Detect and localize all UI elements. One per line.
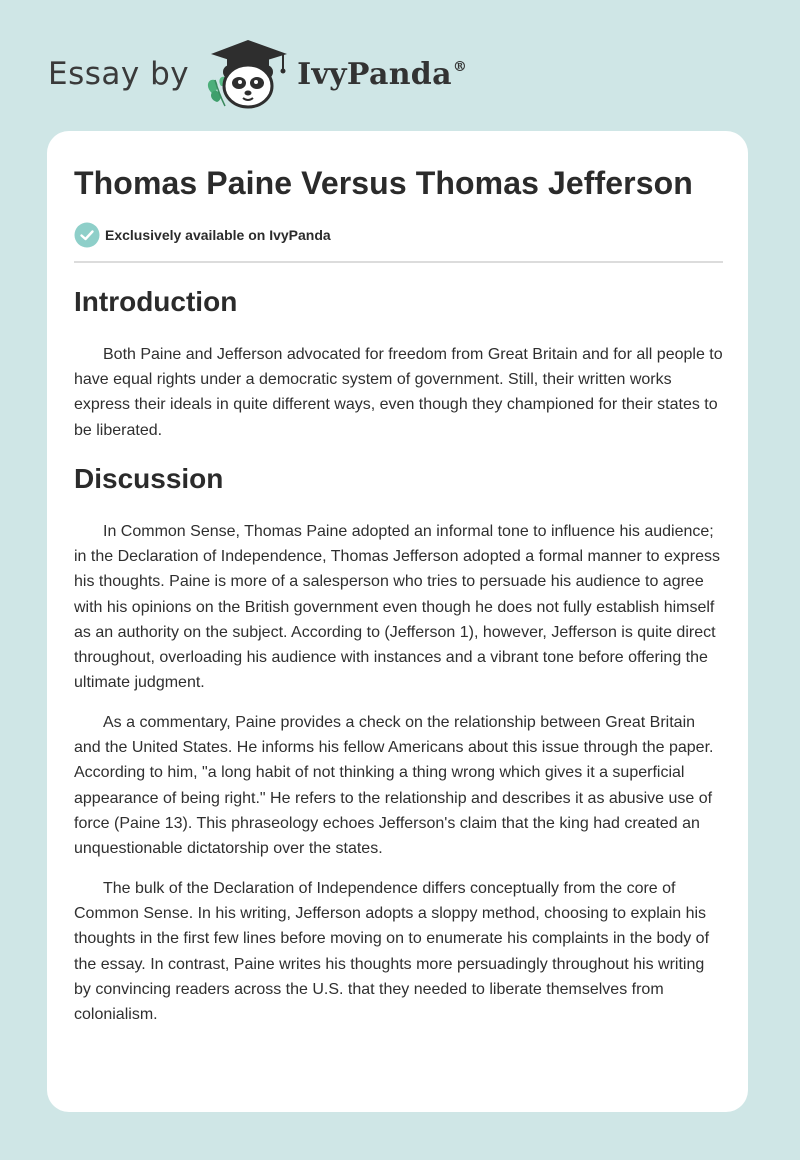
essay-title: Thomas Paine Versus Thomas Jefferson: [74, 165, 693, 201]
introduction-paragraph: Both Paine and Jefferson advocated for freedom from Great Britain and for all people to have equal rights under a democratic system of government. Still, their written works express their ideals in quite different ways, even though they championed for their states to be liberated.: [74, 346, 723, 439]
exclusive-badge-label: Exclusively available on IvyPanda: [105, 227, 331, 243]
ivypanda-brand-name[interactable]: IvyPanda®: [297, 56, 468, 92]
ivypanda-logo-icon[interactable]: [203, 36, 293, 112]
site-header: [48, 36, 467, 112]
exclusive-badge: [74, 222, 331, 248]
section-heading-discussion: Discussion: [74, 463, 224, 494]
discussion-paragraph-3: The bulk of the Declaration of Independence differs conceptually from the core of Common Sense. In his writing, Jefferson adopts a sloppy method, choosing to explain his thoughts in the first few lines before moving on to enumerate his complaints in the body of the essay. In contrast, Paine writes his thoughts more persuadingly throughout his writing by convincing readers across the U.S. that they needed to liberate themselves from colonialism.: [74, 880, 710, 1024]
discussion-paragraph-1: In Common Sense, Thomas Paine adopted an informal tone to influence his audience; in the Declaration of Independence, Thomas Jefferson adopted a formal manner to express his thoughts. Paine is more of a salesperson who tries to persuade his audience to agree with his opinions on the British government even though he does not fully establish himself as an authority on the subject. According to (Jefferson 1), however, Jefferson is quite direct throughout, overloading his audience with instances and a vibrant tone before offering the ultimate judgment.: [74, 523, 721, 692]
essay-by-label: Essay by: [48, 56, 190, 92]
check-circle-icon: [74, 222, 100, 248]
discussion-paragraph-2: As a commentary, Paine provides a check on the relationship between Great Britain and the United States. He informs his fellow Americans about this issue through the paper. According to him, "a long habit of not thinking a thing wrong which gives it a superficial appearance of being right." He refers to the relationship and describes it as abusive use of force (Paine 13). This phraseology echoes Jefferson's claim that the king had created an unquestionable dictatorship over the states.: [74, 714, 714, 858]
essay-card: [47, 131, 748, 1112]
title-divider: [74, 261, 723, 263]
section-heading-introduction: Introduction: [74, 286, 238, 317]
registered-mark: ®: [452, 58, 468, 75]
